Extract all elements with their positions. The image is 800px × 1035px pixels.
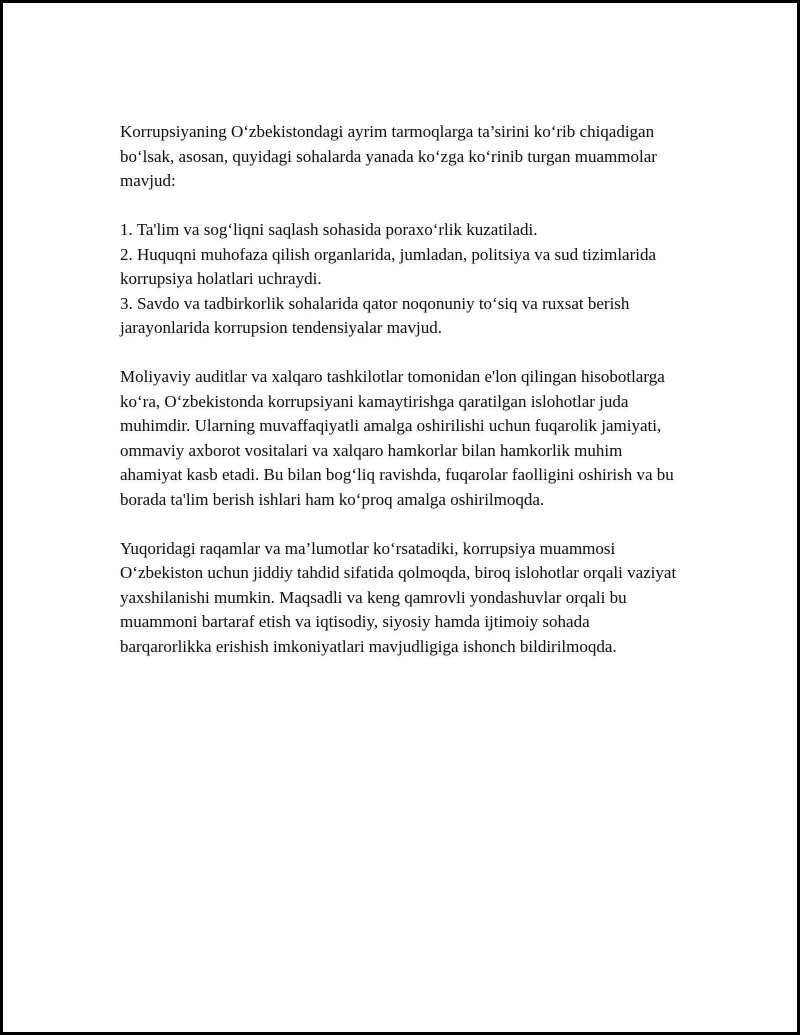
document-body (120, 120, 680, 659)
body-paragraph-3: Yuqoridagi raqamlar va ma’lumotlar ko‘rsatadiki, korrupsiya muammosi O‘zbekiston uchun jiddiy tahdid sifatida qolmoqda, biroq islohotlar orqali vaziyat yaxshilanishi mumkin. Maqsadli va keng qamrovli yondashuvlar orqali bu muammoni bartaraf etish va iqtisodiy, siyosiy hamda ijtimoiy sohada barqarorlikka erishish imkoniyatlari mavjudligiga ishonch bildirilmoqda. (120, 538, 677, 656)
list-item-3: 3. Savdo va tadbirkorlik sohalarida qator noqonuniy to‘siq va ruxsat berish jarayonlarida korrupsion tendensiyalar mavjud. (120, 293, 630, 337)
paragraph-spacer (120, 512, 680, 537)
intro-paragraph: Korrupsiyaning O‘zbekistondagi ayrim tarmoqlarga ta’sirini ko‘rib chiqadigan bo‘lsak, asosan, quyidagi sohalarda yanada ko‘zga ko‘rinib turgan muammolar mavjud: (120, 122, 657, 190)
list-item-1: 1. Ta'lim va sog‘liqni saqlash sohasida poraxo‘rlik kuzatiladi. (120, 220, 538, 239)
paragraph-spacer (120, 194, 680, 219)
list-item-2: 2. Huquqni muhofaza qilish organlarida, jumladan, politsiya va sud tizimlarida korrupsiya holatlari uchraydi. (120, 244, 657, 288)
body-paragraph-2: Moliyaviy auditlar va xalqaro tashkilotlar tomonidan e'lon qilingan hisobotlarga ko‘ra, O‘zbekistonda korrupsiyani kamaytirishga qaratilgan islohotlar juda muhimdir. Ularning muvaffaqiyatli amalga oshirilishi uchun fuqarolik jamiyati, ommaviy axborot vositalari va xalqaro hamkorlar bilan hamkorlik muhim ahamiyat kasb etadi. Bu bilan bog‘liq ravishda, fuqarolar faolligini oshirish va bu borada ta'lim berish ishlari ham ko‘proq amalga oshirilmoqda. (120, 367, 674, 509)
paragraph-spacer (120, 341, 680, 366)
